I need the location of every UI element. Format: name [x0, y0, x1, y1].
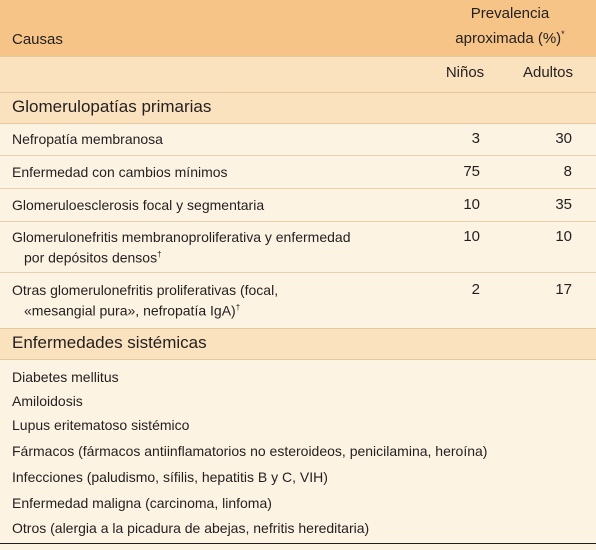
list-item: Lupus eritematoso sistémico	[12, 417, 190, 433]
header-prevalencia	[440, 4, 580, 49]
header-adultos: Adultos	[522, 64, 574, 81]
header-ninos: Niños	[445, 64, 485, 81]
list-item: Amiloidosis	[12, 393, 83, 409]
row-cause	[12, 228, 350, 267]
subheader-band	[0, 56, 596, 93]
section-sistemicas-title: Enfermedades sistémicas	[12, 333, 207, 352]
row-cause: Glomeruloesclerosis focal y segmentaria	[12, 197, 265, 213]
section-primarias-title: Glomerulopatías primarias	[12, 97, 212, 116]
list-item: Diabetes mellitus	[12, 369, 119, 385]
dagger-mark: †	[235, 303, 241, 312]
row-cause: Enfermedad con cambios mínimos	[12, 164, 228, 180]
list-item: Fármacos (fármacos antiinflamatorios no esteroideos, penicilamina, heroína)	[12, 443, 488, 459]
header-prevalencia-line1: Prevalencia	[470, 5, 550, 22]
row-ninos: 10	[463, 228, 480, 245]
row-cause-line2: por depósitos densos†	[24, 249, 162, 266]
table-row	[0, 273, 596, 327]
header-causas: Causas	[12, 31, 63, 48]
table-row	[0, 123, 596, 156]
row-adultos: 8	[563, 163, 572, 180]
row-adultos: 35	[555, 196, 572, 213]
row-ninos: 2	[471, 281, 480, 298]
header-prevalencia-mark: *	[561, 29, 565, 39]
list-item: Otros (alergia a la picadura de abejas, nefritis hereditaria)	[12, 520, 370, 536]
row-adultos: 30	[555, 130, 572, 147]
table-row	[0, 189, 596, 222]
table-row	[0, 156, 596, 189]
section-primarias	[0, 92, 596, 124]
list-item: Infecciones (paludismo, sífilis, hepatitis B y C, VIH)	[12, 469, 328, 485]
row-cause-line1: Glomerulonefritis membranoproliferativa y enfermedad	[12, 229, 351, 245]
row-cause-line2: «mesangial pura», nefropatía IgA)†	[24, 302, 241, 319]
row-adultos: 10	[555, 228, 572, 245]
table-row	[0, 222, 596, 273]
row-ninos: 3	[471, 130, 480, 147]
row-cause: Nefropatía membranosa	[12, 131, 163, 147]
dagger-mark: †	[157, 250, 162, 259]
header-prevalencia-line2: aproximada (%)*	[455, 29, 565, 47]
bottom-rule	[0, 543, 596, 544]
row-ninos: 75	[463, 163, 480, 180]
section-sistemicas	[0, 328, 596, 360]
row-cause	[12, 281, 278, 320]
row-ninos: 10	[463, 196, 480, 213]
row-cause-line1: Otras glomerulonefritis proliferativas (focal,	[12, 282, 279, 298]
row-adultos: 17	[555, 281, 572, 298]
list-item: Enfermedad maligna (carcinoma, linfoma)	[12, 495, 272, 511]
